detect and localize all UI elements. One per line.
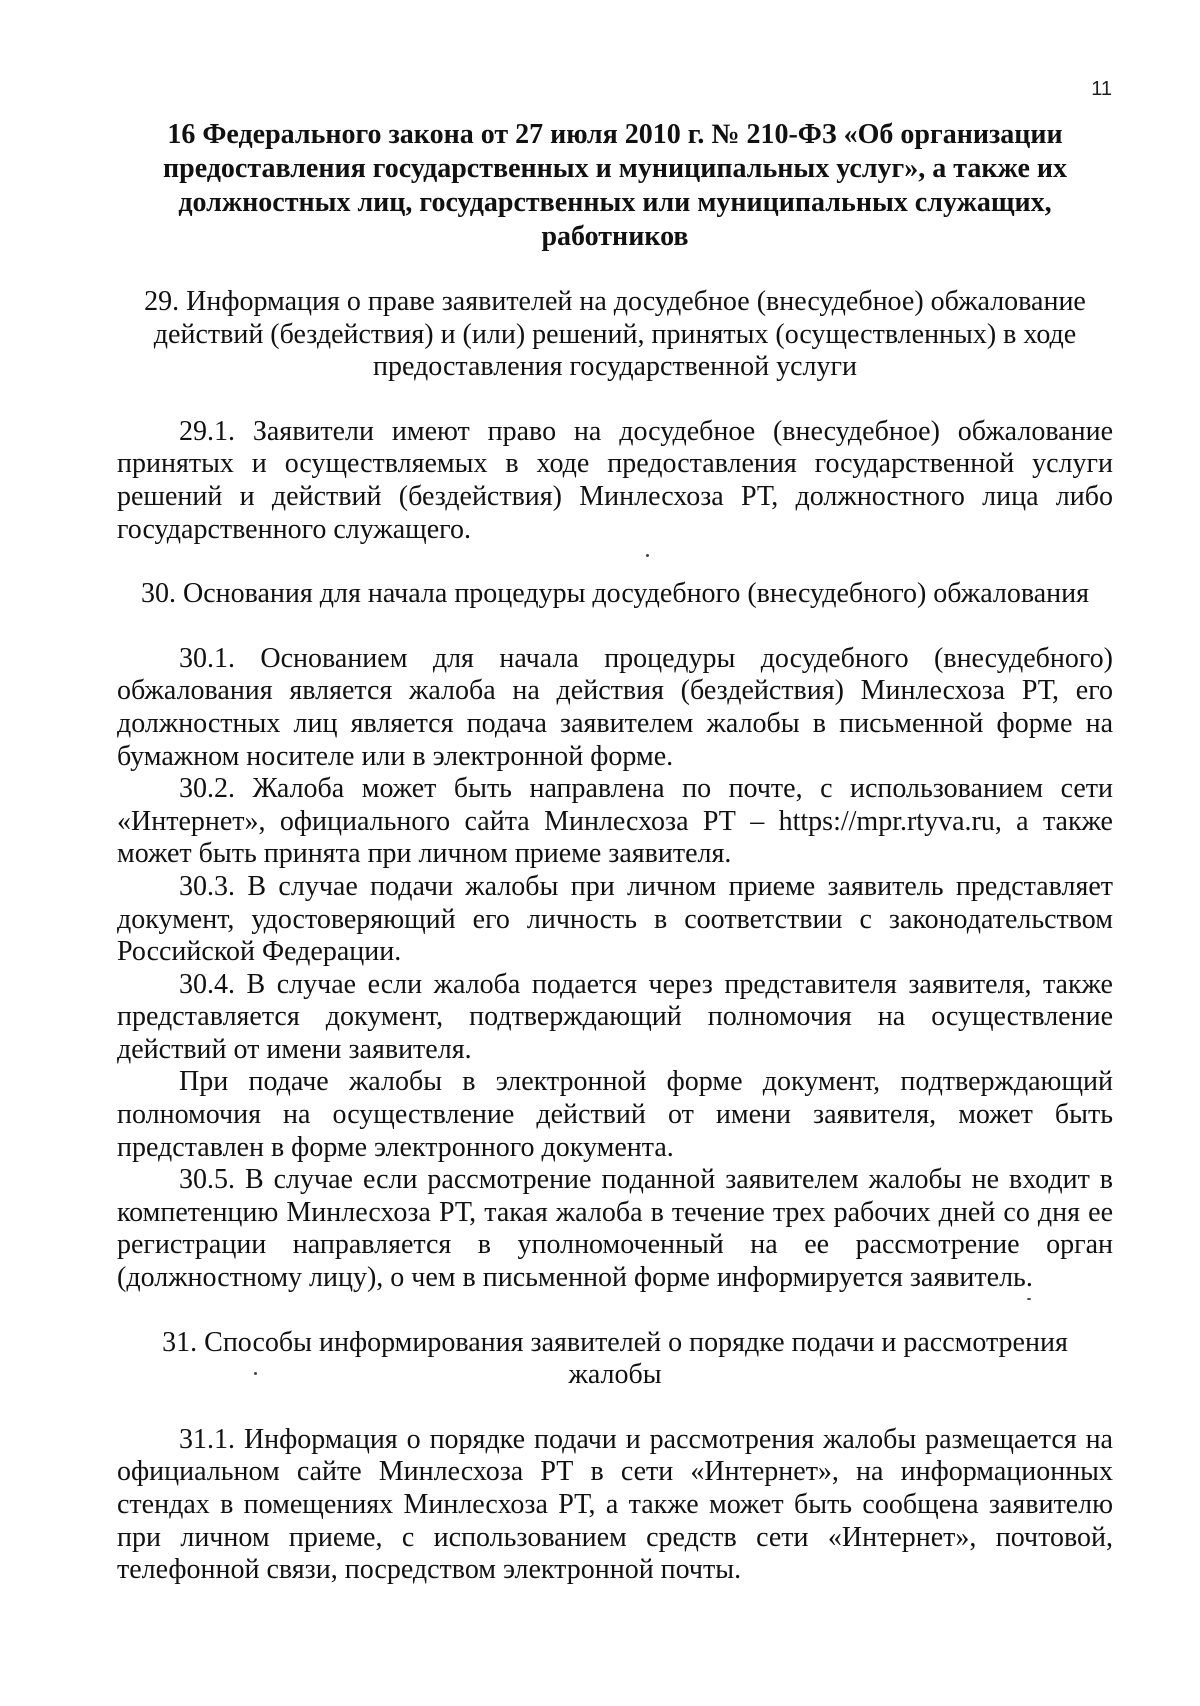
paragraph-30-1: 30.1. Основанием для начала процедуры досудебного (внесудебного) обжалования является жалоба на действия (бездействия) Минлесхоза РТ, его должностных лиц является подача заявителем жалобы в письменной форме на бумажном носителе или в электронной форме. <box>117 642 1113 772</box>
section-29-heading: 29. Информация о праве заявителей на досудебное (внесудебное) обжалование действий (бездействия) и (или) решений, принятых (осуществленных) в ходе предоставления государственной услуги <box>144 286 1086 383</box>
paragraph-30-4-electronic: При подаче жалобы в электронной форме документ, подтверждающий полномочия на осуществление действий от имени заявителя, может быть представлен в форме электронного документа. <box>117 1066 1113 1163</box>
paragraph-30-3: 30.3. В случае подачи жалобы при личном приеме заявитель представляет документ, удостоверяющий его личность в соответствии с законодательством Российской Федерации. <box>117 870 1113 968</box>
heading-continuation: 16 Федерального закона от 27 июля 2010 г. № 210-ФЗ «Об организации предоставления государственных и муниципальных услуг», а также их должностных лиц, государственных или муниципальных служащих, работников <box>163 119 1067 252</box>
scan-speck <box>646 554 649 557</box>
scan-speck <box>1027 1298 1031 1300</box>
paragraph-30-4: 30.4. В случае если жалоба подается через представителя заявителя, также представляется документ, подтверждающий полномочия на осуществление действий от имени заявителя. <box>117 968 1113 1065</box>
scan-speck <box>254 1372 257 1375</box>
document-body <box>117 118 1113 1587</box>
paragraph-30-5: 30.5. В случае если рассмотрение поданной заявителем жалобы не входит в компетенцию Минлесхоза РТ, такая жалоба в течение трех рабочих дней со дня ее регистрации направляется в уполномоченный на ее рассмотрение орган (должностному лицу), о чем в письменной форме информируется заявитель. <box>117 1164 1113 1294</box>
paragraph-31-1: 31.1. Информация о порядке подачи и рассмотрения жалобы размещается на официальном сайте Минлесхоза РТ в сети «Интернет», на информационных стендах в помещениях Минлесхоза РТ, а также может быть сообщена заявителю при личном приеме, с использованием средств сети «Интернет», почтовой, телефонной связи, посредством электронной почты. <box>117 1423 1113 1586</box>
paragraph-29-1: 29.1. Заявители имеют право на досудебное (внесудебное) обжалование принятых и осуществляемых в ходе предоставления государственной услуги решений и действий (бездействия) Минлесхоза РТ, должностного лица либо государственного служащего. <box>117 415 1113 545</box>
page-number: 11 <box>1091 78 1112 100</box>
paragraph-30-2: 30.2. Жалоба может быть направлена по почте, с использованием сети «Интернет», официального сайта Минлесхоза РТ – https://mpr.rtyva.ru, а также может быть принята при личном приеме заявителя. <box>117 773 1113 870</box>
section-31-heading: 31. Способы информирования заявителей о порядке подачи и рассмотрения жалобы <box>162 1326 1068 1391</box>
section-30-heading: 30. Основания для начала процедуры досудебного (внесудебного) обжалования <box>141 578 1089 610</box>
